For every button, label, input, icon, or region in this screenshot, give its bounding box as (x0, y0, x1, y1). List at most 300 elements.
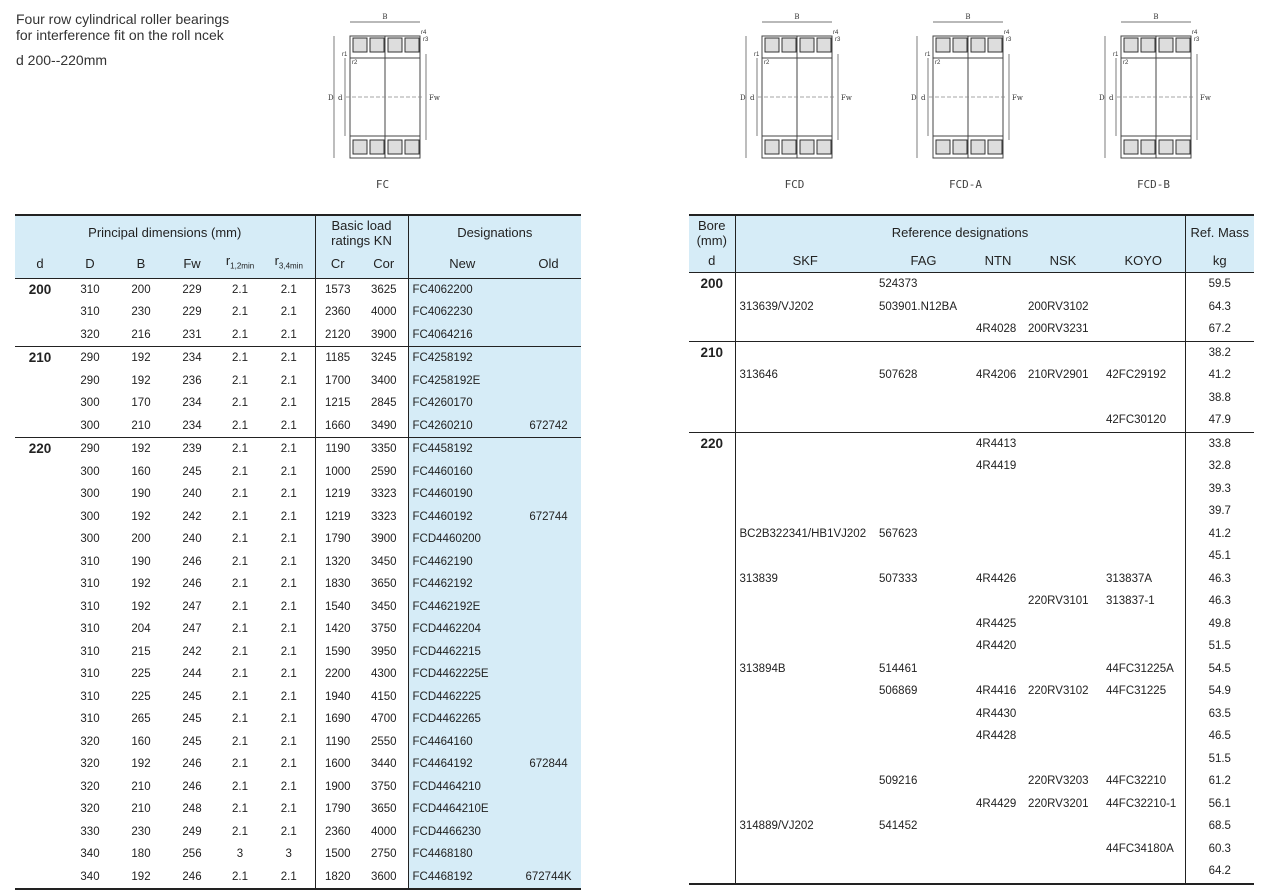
table-row (15, 551, 581, 574)
cell-Fw: 246 (182, 758, 202, 771)
cell-d (689, 364, 735, 387)
cell-D: 300 (80, 465, 100, 478)
cell-new: FC4258192E (408, 370, 516, 393)
roller-bottom-c (388, 140, 402, 154)
cell-r12: 2.1 (232, 328, 248, 341)
cell-ntn (972, 590, 1024, 613)
cell-Fw: 240 (182, 533, 202, 546)
cell-kg: 41.2 (1185, 523, 1254, 546)
cell-d (689, 725, 735, 748)
cell-koyo (1102, 341, 1185, 364)
table-row (15, 483, 581, 506)
cell-kg: 51.5 (1185, 748, 1254, 771)
cell-cor: 3900 (370, 328, 397, 341)
cell-cor: 3490 (370, 419, 397, 432)
cell-d (15, 551, 65, 574)
cell-Fw: 245 (182, 690, 202, 703)
table-row (689, 793, 1254, 816)
cell-B: 190 (131, 555, 151, 568)
cell-cor: 3450 (370, 600, 397, 613)
cell-d (689, 478, 735, 501)
table-row (15, 324, 581, 347)
r3-label: r3 (1194, 37, 1200, 43)
cell-r12: 2.1 (232, 780, 248, 793)
cell-koyo (1102, 725, 1185, 748)
table-row (15, 686, 581, 709)
roller-bottom-d (1176, 140, 1190, 154)
cell-old: 672744K (516, 866, 581, 890)
cell-Fw: 245 (182, 735, 202, 748)
cell-B: 225 (131, 690, 151, 703)
dim-D-label: D (328, 94, 334, 102)
cell-new: FC4462190 (408, 551, 516, 574)
table-row (15, 776, 581, 799)
cell-cr: 1690 (315, 708, 360, 731)
cell-r12: 2.1 (232, 803, 248, 816)
cell-r34: 2.1 (280, 735, 297, 748)
cell-kg: 39.3 (1185, 478, 1254, 501)
dim-b-label: B (794, 13, 800, 21)
cell-r12: 3 (236, 848, 244, 861)
cell-skf: 313639/VJ202 (735, 296, 875, 319)
cell-fag (875, 838, 972, 861)
cell-koyo (1102, 635, 1185, 658)
cell-B: 160 (131, 735, 151, 748)
cell-d (15, 843, 65, 866)
cell-cor: 3600 (370, 870, 397, 883)
cell-skf (735, 455, 875, 478)
col-koyo: KOYO (1102, 249, 1185, 273)
cell-B: 192 (115, 347, 167, 370)
cell-cr: 1420 (315, 618, 360, 641)
cell-r12: 2.1 (232, 465, 248, 478)
cell-D: 320 (80, 328, 100, 341)
cell-old (516, 708, 581, 731)
cell-fag (875, 545, 972, 568)
dim-fw-label: Fw (429, 94, 440, 102)
cell-r34: 2.1 (280, 306, 297, 319)
cell-kg: 47.9 (1185, 409, 1254, 432)
cell-old (516, 618, 581, 641)
cell-fag (875, 748, 972, 771)
cell-fag (875, 432, 972, 455)
table-row (15, 821, 581, 844)
cell-nsk (1024, 432, 1102, 455)
cell-skf (735, 341, 875, 364)
dim-d-label: d (338, 94, 343, 102)
cell-D: 310 (80, 555, 100, 568)
cell-Fw: 247 (182, 623, 202, 636)
cell-fag (875, 793, 972, 816)
cell-d: 220 (15, 438, 65, 461)
cell-old (516, 731, 581, 754)
cell-kg: 46.3 (1185, 590, 1254, 613)
cell-kg: 61.2 (1185, 770, 1254, 793)
cell-kg: 45.1 (1185, 545, 1254, 568)
roller-bottom-a (765, 140, 779, 154)
cell-ntn: 4R4425 (976, 617, 1017, 630)
cell-fag (875, 409, 972, 432)
cell-D: 310 (80, 306, 100, 319)
cell-old (516, 663, 581, 686)
cell-r34: 2.1 (280, 668, 297, 681)
table-row (689, 725, 1254, 748)
r3-label: r3 (835, 37, 841, 43)
cell-r12: 2.1 (232, 690, 248, 703)
cell-koyo: 313837-1 (1106, 595, 1155, 607)
cell-new: FC4062230 (408, 301, 516, 324)
cell-B: 210 (131, 780, 151, 793)
roller-bottom-c (971, 140, 985, 154)
cell-nsk (1024, 658, 1102, 681)
cell-r12: 2.1 (232, 283, 248, 296)
cell-d (15, 573, 65, 596)
cell-r12: 2.1 (232, 735, 248, 748)
cell-koyo: 44FC31225A (1106, 662, 1174, 675)
cell-r12: 2.1 (232, 623, 248, 636)
cell-new: FCD4462204 (408, 618, 516, 641)
cell-B: 192 (115, 438, 167, 461)
cell-new: FC4064216 (408, 324, 516, 347)
reference-table-body (689, 273, 1254, 884)
cell-B: 204 (131, 623, 151, 636)
cell-Fw: 231 (182, 328, 202, 341)
cell-d: 200 (28, 281, 52, 297)
r1-label: r1 (1113, 52, 1119, 58)
cell-kg: 59.5 (1185, 273, 1254, 296)
cell-skf: 313894B (735, 658, 875, 681)
cell-koyo: 313837A (1106, 572, 1153, 585)
cell-d (689, 318, 735, 341)
cell-koyo: 42FC30120 (1106, 414, 1167, 426)
roller-top-c (800, 38, 814, 52)
cell-old: 672742 (516, 415, 581, 438)
cell-kg: 39.7 (1185, 500, 1254, 523)
cell-ntn (972, 545, 1024, 568)
page-title (16, 11, 229, 68)
cell-Fw: 246 (182, 870, 202, 883)
load-ratings-line1: Basic load (331, 217, 392, 233)
cell-D: 310 (80, 283, 100, 296)
dim-D-label: D (740, 94, 746, 102)
cell-new: FC4468192 (408, 866, 516, 890)
cell-kg: 56.1 (1185, 793, 1254, 816)
cell-cr: 1215 (315, 392, 360, 415)
cell-skf (735, 793, 875, 816)
cell-ntn: 4R4426 (976, 572, 1017, 585)
cell-d (15, 461, 65, 484)
cell-nsk: 210RV2901 (1028, 369, 1089, 381)
cell-Fw: 240 (182, 488, 202, 501)
cell-d (689, 770, 735, 793)
cell-cor: 3650 (370, 578, 397, 591)
cell-new: FC4460160 (408, 461, 516, 484)
cell-cor: 3950 (370, 645, 397, 658)
cell-D: 310 (80, 645, 100, 658)
cell-cor: 2590 (370, 465, 397, 478)
r2-label: r2 (1123, 60, 1129, 66)
cell-d (689, 500, 735, 523)
r4-label: r4 (1004, 30, 1010, 36)
cell-ntn (972, 860, 1024, 884)
cell-skf (735, 387, 875, 410)
cell-nsk: 220RV3203 (1028, 775, 1089, 787)
cell-r12: 2.1 (232, 488, 248, 501)
cell-old (516, 301, 581, 324)
col-skf: SKF (735, 249, 875, 273)
cell-old (516, 461, 581, 484)
cell-d (689, 793, 735, 816)
cell-new: FCD4462265 (408, 708, 516, 731)
roller-top-a (353, 38, 367, 52)
cell-kg: 68.5 (1185, 815, 1254, 838)
table-row (689, 500, 1254, 523)
dim-d-label: d (921, 94, 926, 102)
cell-Fw: 246 (182, 555, 202, 568)
cell-old (516, 324, 581, 347)
cell-d (15, 821, 65, 844)
diagram-label-fcd-a: FCD-A (948, 178, 983, 191)
cell-skf (735, 478, 875, 501)
cell-kg: 49.8 (1185, 613, 1254, 636)
cell-skf (735, 635, 875, 658)
cell-cor: 4150 (370, 690, 397, 703)
cell-cor: 3450 (370, 555, 397, 568)
cell-old (516, 392, 581, 415)
cell-koyo: 44FC32210-1 (1106, 797, 1177, 810)
ref-mass-header: Ref. Mass (1185, 215, 1254, 249)
cell-r12: 2.1 (232, 306, 248, 319)
cell-D: 310 (80, 578, 100, 591)
cell-nsk (1024, 748, 1102, 771)
r2-label: r2 (352, 60, 358, 66)
cell-B: 190 (131, 488, 151, 501)
col-cr: Cr (315, 249, 360, 278)
table-row (15, 596, 581, 619)
cell-B: 192 (131, 600, 151, 613)
cell-nsk (1024, 545, 1102, 568)
cell-D: 310 (80, 600, 100, 613)
cell-D: 290 (80, 374, 100, 387)
cell-r34: 2.1 (280, 374, 297, 387)
cell-fag (875, 590, 972, 613)
bearing-drawing-fcd-a (893, 8, 1038, 178)
cell-B: 215 (131, 645, 151, 658)
cell-cr: 1790 (315, 798, 360, 821)
cell-koyo: 44FC31225 (1106, 685, 1167, 697)
cell-B: 210 (131, 803, 151, 816)
cell-new: FCD4464210E (408, 798, 516, 821)
cell-d: 200 (700, 276, 724, 291)
cell-nsk (1024, 478, 1102, 501)
table-row (15, 370, 581, 393)
cell-r34: 2.1 (280, 510, 297, 523)
cell-new: FCD4460200 (408, 528, 516, 551)
table-row (689, 455, 1254, 478)
roller-bottom-b (1141, 140, 1155, 154)
table-row (689, 703, 1254, 726)
cell-Fw: 247 (182, 600, 202, 613)
cell-kg: 51.5 (1185, 635, 1254, 658)
cell-d (15, 686, 65, 709)
dimensions-table (15, 214, 581, 890)
cell-r12: 2.1 (232, 758, 248, 771)
cell-cor: 3440 (370, 758, 397, 771)
dim-fw-label: Fw (1012, 94, 1023, 102)
cell-r12: 2.1 (232, 870, 248, 883)
r1-label: r1 (754, 52, 760, 58)
cell-d (15, 483, 65, 506)
cell-d: 220 (689, 432, 735, 455)
cell-d (15, 641, 65, 664)
cell-fag: 514461 (879, 662, 918, 675)
r2-label: r2 (935, 60, 941, 66)
table-row (689, 748, 1254, 771)
col-r34 (263, 249, 315, 278)
cell-fag (875, 500, 972, 523)
cell-B: 192 (131, 870, 151, 883)
cell-koyo (1102, 545, 1185, 568)
col-r34-label: r (274, 253, 279, 268)
cell-Fw: 248 (182, 803, 202, 816)
cell-d (15, 731, 65, 754)
cell-nsk (1024, 500, 1102, 523)
cell-nsk (1024, 725, 1102, 748)
cell-fag (875, 725, 972, 748)
diagram-fcd (722, 8, 867, 198)
table-row (689, 590, 1254, 613)
cell-D: 300 (80, 419, 100, 432)
cell-r12: 2.1 (217, 347, 263, 370)
cell-D: 290 (65, 347, 115, 370)
title-line-2: for interference fit on the roll ncek (16, 27, 224, 43)
col-fag: FAG (875, 249, 972, 273)
cell-d (689, 748, 735, 771)
dim-fw-label: Fw (841, 94, 852, 102)
cell-Fw: 242 (182, 645, 202, 658)
cell-D: 340 (80, 870, 100, 883)
cell-r34: 2.1 (280, 555, 297, 568)
cell-ntn (972, 770, 1024, 793)
cell-cor: 2750 (370, 848, 397, 861)
designations-header: Designations (408, 215, 581, 249)
cell-skf: 313646 (735, 364, 875, 387)
cell-D: 340 (80, 848, 100, 861)
cell-r34: 2.1 (280, 533, 297, 546)
cell-kg: 41.2 (1185, 364, 1254, 387)
roller-top-b (953, 38, 967, 52)
col-bore-d: d (689, 249, 735, 273)
table-row (689, 523, 1254, 546)
cell-fag (875, 387, 972, 410)
cell-r34: 2.1 (263, 438, 315, 461)
cell-r34: 2.1 (280, 397, 297, 410)
roller-top-b (370, 38, 384, 52)
cell-d (689, 635, 735, 658)
cell-B: 192 (131, 374, 151, 387)
cell-ntn: 4R4028 (976, 323, 1017, 335)
cell-new: FC4464192 (408, 753, 516, 776)
cell-kg: 46.3 (1185, 568, 1254, 591)
cell-cr: 1600 (315, 753, 360, 776)
table-row (15, 573, 581, 596)
roller-top-d (988, 38, 1002, 52)
cell-skf (735, 545, 875, 568)
cell-koyo (1102, 478, 1185, 501)
cell-r12: 2.1 (232, 600, 248, 613)
cell-Fw: 245 (182, 465, 202, 478)
cell-d (15, 866, 65, 890)
cell-old: 672744 (516, 506, 581, 529)
cell-fag: 509216 (879, 775, 918, 787)
table-row (689, 341, 1254, 364)
r1-label: r1 (925, 52, 931, 58)
cell-cr: 1700 (315, 370, 360, 393)
table-row (15, 753, 581, 776)
cell-new: FC4462192E (408, 596, 516, 619)
cell-D: 320 (80, 780, 100, 793)
cell-d (689, 568, 735, 591)
cell-r12: 2.1 (232, 533, 248, 546)
cell-cr: 2120 (315, 324, 360, 347)
bore-range: d 200--220mm (16, 52, 108, 68)
cell-cor: 3750 (370, 623, 397, 636)
cell-ntn (972, 523, 1024, 546)
cell-ntn (972, 658, 1024, 681)
cell-cr: 1660 (315, 415, 360, 438)
cell-cr: 2360 (315, 821, 360, 844)
cell-skf: 313839 (735, 568, 875, 591)
table-row (689, 838, 1254, 861)
table-row (15, 528, 581, 551)
cell-cor: 4700 (370, 713, 397, 726)
col-cor: Cor (360, 249, 408, 278)
bearing-drawing-fcd-b (1081, 8, 1226, 178)
reference-table (689, 214, 1254, 885)
cell-skf (735, 613, 875, 636)
col-r12 (217, 249, 263, 278)
cell-cr: 1940 (315, 686, 360, 709)
cell-B: 170 (131, 397, 151, 410)
cell-d (689, 409, 735, 432)
cell-nsk (1024, 341, 1102, 364)
cell-new: FC4260170 (408, 392, 516, 415)
principal-dimensions-header: Principal dimensions (mm) (15, 215, 315, 249)
cell-koyo (1102, 455, 1185, 478)
cell-r12: 2.1 (232, 578, 248, 591)
cell-B: 200 (131, 283, 151, 296)
cell-d (15, 392, 65, 415)
cell-new: FCD4466230 (408, 821, 516, 844)
cell-skf (735, 409, 875, 432)
table-row (689, 815, 1254, 838)
cell-new: FC4468180 (408, 843, 516, 866)
table-row (15, 798, 581, 821)
table-row (15, 301, 581, 324)
cell-B: 216 (131, 328, 151, 341)
cell-d (689, 590, 735, 613)
col-new: New (408, 249, 516, 278)
cell-ntn: 4R4430 (976, 707, 1017, 720)
cell-cr: 1790 (315, 528, 360, 551)
table-row (15, 708, 581, 731)
cell-nsk: 200RV3231 (1028, 323, 1089, 335)
cell-ntn (972, 273, 1024, 296)
load-ratings-line2: ratings KN (331, 232, 392, 248)
table-row (689, 658, 1254, 681)
dim-b-label: B (1153, 13, 1159, 21)
roller-bottom-d (988, 140, 1002, 154)
